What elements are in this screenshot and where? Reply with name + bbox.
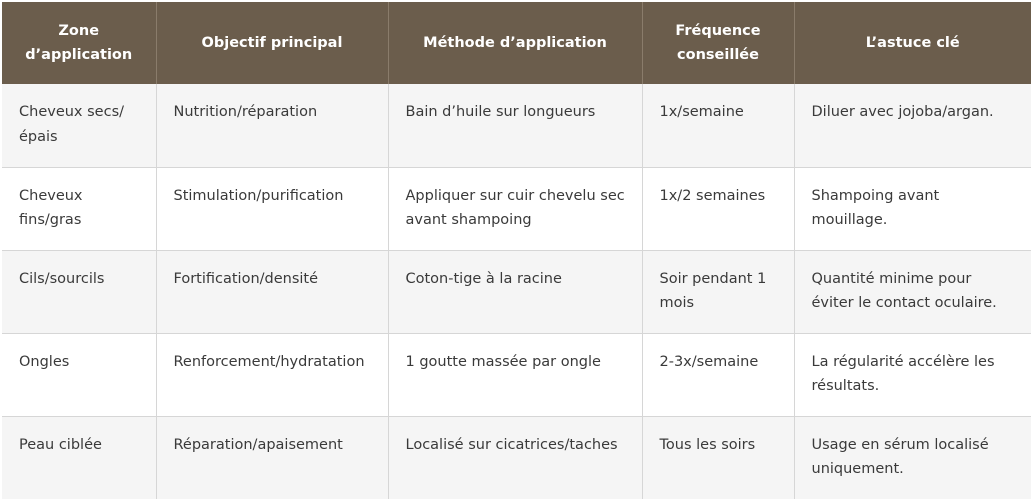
cell-zone: Ongles	[2, 333, 156, 416]
application-table	[2, 2, 1031, 499]
cell-frequence: Soir pendant 1 mois	[642, 250, 794, 333]
cell-objectif: Réparation/apaisement	[156, 416, 388, 499]
header-methode: Méthode d’application	[388, 2, 642, 84]
cell-objectif: Renforcement/hydratation	[156, 333, 388, 416]
cell-astuce: Quantité minime pour éviter le contact oculaire.	[794, 250, 1031, 333]
table-row	[2, 333, 1031, 416]
table-body	[2, 84, 1031, 499]
header-frequence: Fréquence conseillée	[642, 2, 794, 84]
header-astuce: L’astuce clé	[794, 2, 1031, 84]
header-row	[2, 2, 1031, 84]
cell-frequence: 1x/2 semaines	[642, 167, 794, 250]
header-zone: Zone d’application	[2, 2, 156, 84]
cell-objectif: Nutrition/réparation	[156, 84, 388, 167]
table-row	[2, 416, 1031, 499]
cell-methode: Coton-tige à la racine	[388, 250, 642, 333]
cell-frequence: 1x/semaine	[642, 84, 794, 167]
table-header	[2, 2, 1031, 84]
cell-methode: Localisé sur cicatrices/taches	[388, 416, 642, 499]
cell-objectif: Fortification/densité	[156, 250, 388, 333]
cell-methode: Bain d’huile sur longueurs	[388, 84, 642, 167]
cell-frequence: Tous les soirs	[642, 416, 794, 499]
cell-astuce: La régularité accélère les résultats.	[794, 333, 1031, 416]
cell-zone: Cheveux secs/ épais	[2, 84, 156, 167]
cell-astuce: Diluer avec jojoba/argan.	[794, 84, 1031, 167]
cell-methode: 1 goutte massée par ongle	[388, 333, 642, 416]
table-row	[2, 84, 1031, 167]
cell-zone: Peau ciblée	[2, 416, 156, 499]
cell-objectif: Stimulation/purification	[156, 167, 388, 250]
table-row	[2, 167, 1031, 250]
cell-astuce: Shampoing avant mouillage.	[794, 167, 1031, 250]
cell-zone: Cheveux fins/gras	[2, 167, 156, 250]
application-table-container	[2, 2, 1031, 499]
header-objectif: Objectif principal	[156, 2, 388, 84]
cell-methode: Appliquer sur cuir chevelu sec avant shampoing	[388, 167, 642, 250]
cell-frequence: 2-3x/semaine	[642, 333, 794, 416]
cell-astuce: Usage en sérum localisé uniquement.	[794, 416, 1031, 499]
cell-zone: Cils/sourcils	[2, 250, 156, 333]
table-row	[2, 250, 1031, 333]
